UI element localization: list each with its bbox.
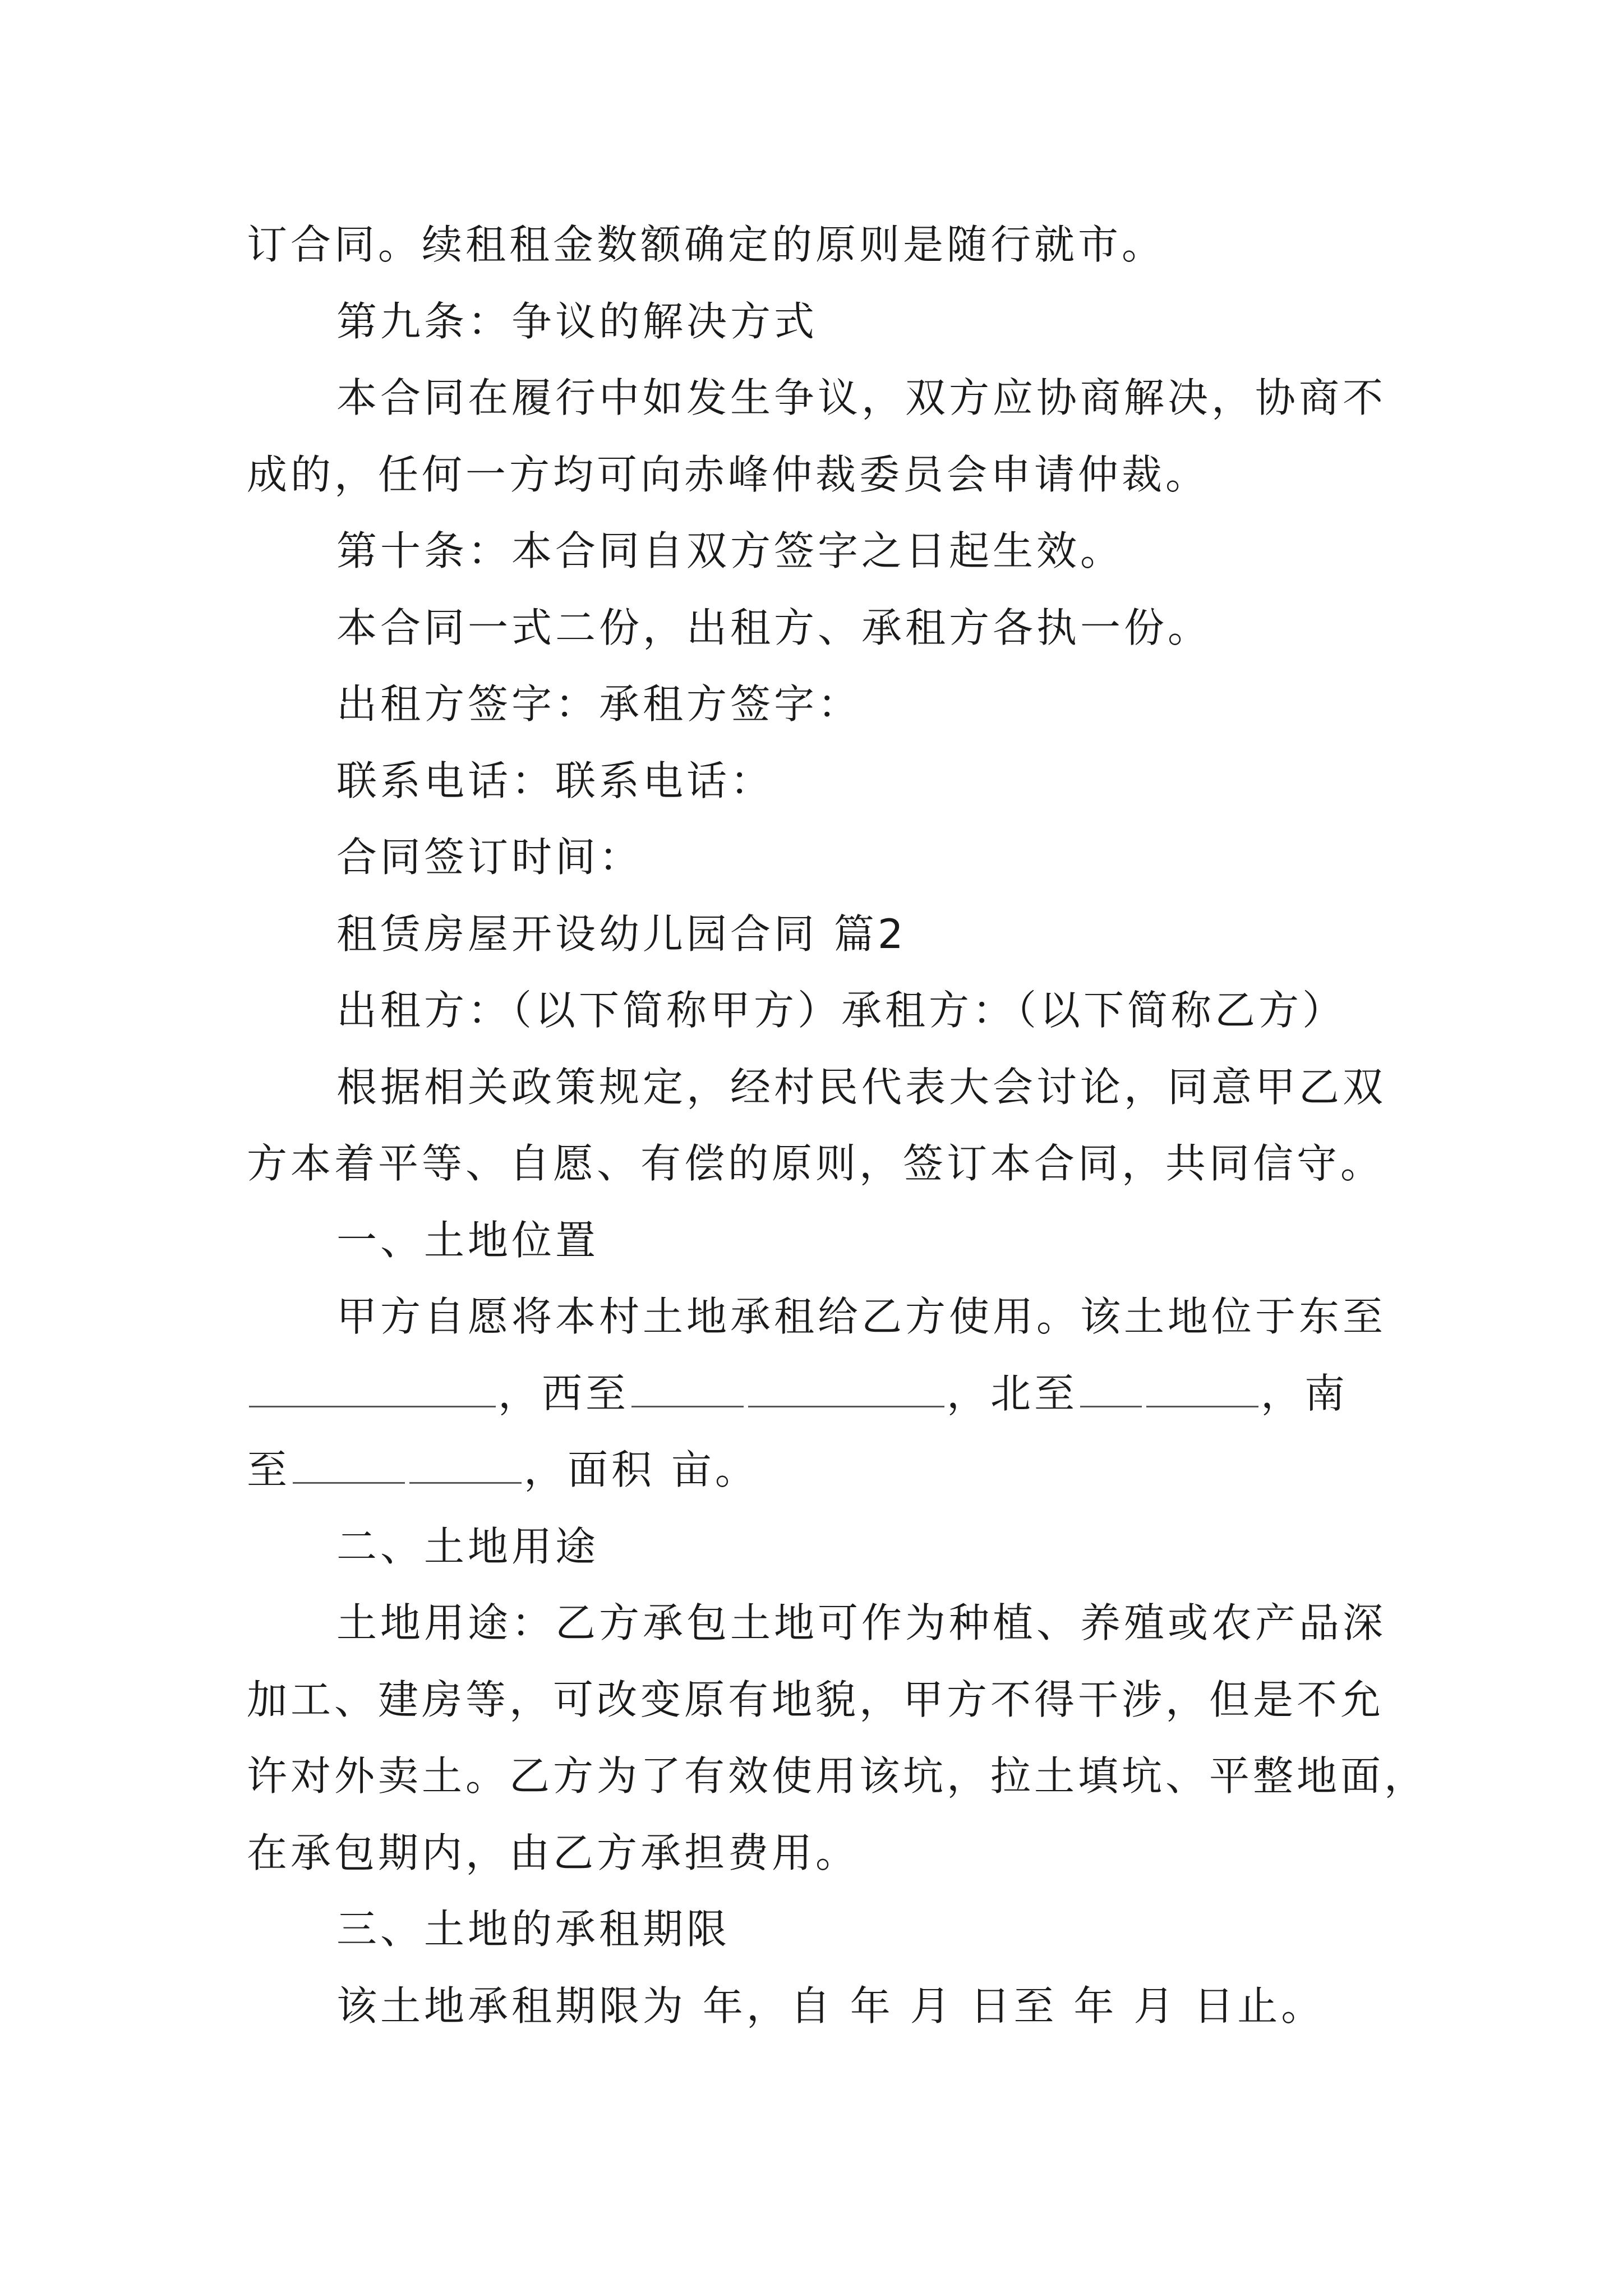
north-blank-1 — [1080, 1374, 1142, 1407]
area-label: ，面积 亩。 — [524, 1446, 759, 1493]
paragraph-line: 订合同。续租租金数额确定的原则是随行就市。 — [247, 221, 1166, 268]
west-blank-2 — [748, 1374, 944, 1407]
west-label: ，西至 — [498, 1369, 630, 1417]
document-body — [247, 206, 1428, 2044]
clause-heading: 一、土地位置 — [336, 1216, 600, 1264]
paragraph-line: 本合同在履行中如发生争议，双方应协商解决，协商不 — [336, 374, 1387, 421]
west-blank-1 — [631, 1374, 744, 1407]
signature-line: 出租方签字：承租方签字： — [336, 680, 862, 728]
paragraph-line: 许对外卖土。乙方为了有效使用该坑，拉土填坑、平整地面， — [247, 1752, 1428, 1800]
paragraph-line: 成的，任何一方均可向赤峰仲裁委员会申请仲裁。 — [247, 450, 1210, 498]
parties-line: 出租方：（以下简称甲方）承租方：（以下简称乙方） — [336, 987, 1347, 1034]
clause-heading: 二、土地用途 — [336, 1522, 600, 1570]
paragraph-line: 根据相关政策规定，经村民代表大会讨论，同意甲乙双 — [336, 1063, 1387, 1111]
paragraph-line: 该土地承租期限为 年，自 年 月 日至 年 月 日止。 — [336, 1982, 1325, 2030]
section-title: 租赁房屋开设幼儿园合同 篇2 — [336, 910, 907, 958]
article-heading: 第九条：争议的解决方式 — [336, 297, 818, 345]
clause-heading: 三、土地的承租期限 — [336, 1906, 731, 1953]
north-blank-2 — [1146, 1374, 1258, 1407]
east-blank — [249, 1374, 496, 1407]
south-blank-1 — [293, 1451, 405, 1484]
paragraph-line: 方本着平等、自愿、有偿的原则，签订本合同，共同信守。 — [247, 1140, 1385, 1187]
boundary-line — [247, 1432, 1391, 1508]
south-label: ，南 — [1261, 1369, 1349, 1417]
paragraph-line: 本合同一式二份，出租方、承租方各执一份。 — [336, 604, 1212, 651]
paragraph-line: 甲方自愿将本村土地承租给乙方使用。该土地位于东至 — [336, 1293, 1387, 1340]
paragraph-line: 土地用途：乙方承包土地可作为种植、养殖或农产品深 — [336, 1599, 1387, 1646]
south-blank-2 — [409, 1451, 522, 1484]
paragraph-line: 加工、建房等，可改变原有地貌，甲方不得干涉，但是不允 — [247, 1676, 1385, 1723]
boundary-line — [247, 1355, 1391, 1432]
paragraph-line: 在承包期内，由乙方承担费用。 — [247, 1829, 860, 1876]
south-start-label: 至 — [247, 1446, 291, 1493]
date-line: 合同签订时间： — [336, 834, 643, 881]
phone-line: 联系电话：联系电话： — [336, 757, 774, 804]
north-label: ，北至 — [947, 1369, 1078, 1417]
article-heading: 第十条：本合同自双方签字之日起生效。 — [336, 527, 1124, 574]
